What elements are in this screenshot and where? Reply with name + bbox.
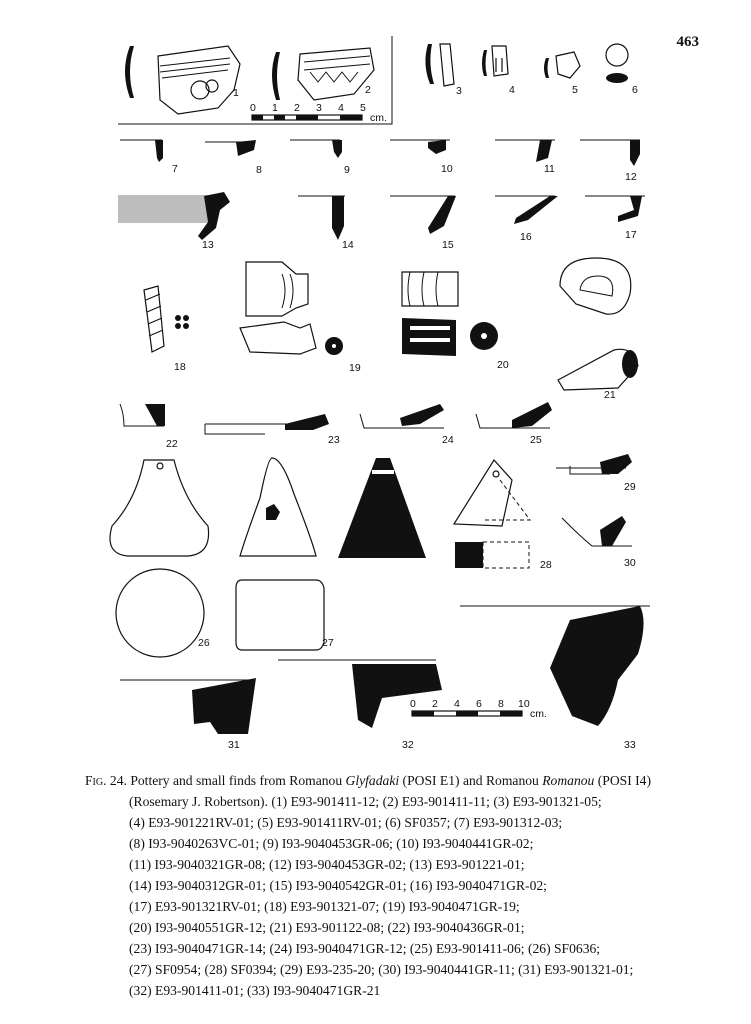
svg-text:4: 4 xyxy=(338,102,344,114)
svg-text:3: 3 xyxy=(316,102,322,114)
site-name-1: Glyfadaki xyxy=(345,773,400,788)
find-1-drawing xyxy=(125,46,240,114)
label-20: 20 xyxy=(497,359,509,371)
label-22: 22 xyxy=(166,438,178,450)
page-number: 463 xyxy=(676,34,699,50)
scale-bar-large xyxy=(412,711,522,716)
label-4: 4 xyxy=(509,84,515,96)
caption-line: (32) E93-901411-01; (33) I93-9040471GR-21 xyxy=(129,983,381,998)
label-17: 17 xyxy=(625,229,637,241)
label-15: 15 xyxy=(442,239,454,251)
label-27: 27 xyxy=(322,637,334,649)
label-14: 14 xyxy=(342,239,354,251)
label-31: 31 xyxy=(228,739,240,751)
label-12: 12 xyxy=(625,171,637,183)
rim-profiles-7-12 xyxy=(120,140,640,166)
caption-line: (23) I93-9040471GR-14; (24) I93-9040471GR-12; (25) E93-901411-06; (26) SF0636; xyxy=(129,941,601,956)
svg-text:6: 6 xyxy=(476,698,482,710)
label-26: 26 xyxy=(198,637,210,649)
svg-text:1: 1 xyxy=(272,102,278,114)
label-23: 23 xyxy=(328,434,340,446)
label-7: 7 xyxy=(172,163,178,175)
caption-line: (20) I93-9040551GR-12; (21) E93-901122-08; (22) I93-9040436GR-01; xyxy=(129,920,525,935)
label-1: 1 xyxy=(233,87,239,99)
caption-line: (14) I93-9040312GR-01; (15) I93-9040542GR-01; (16) I93-9040471GR-02; xyxy=(129,878,547,893)
label-5: 5 xyxy=(572,84,578,96)
svg-text:8: 8 xyxy=(498,698,504,710)
label-10: 10 xyxy=(441,163,453,175)
label-16: 16 xyxy=(520,231,532,243)
svg-text:0: 0 xyxy=(250,102,256,114)
label-30: 30 xyxy=(624,557,636,569)
scale-large-labels xyxy=(410,698,547,720)
svg-text:0: 0 xyxy=(410,698,416,710)
caption-line: (Rosemary J. Robertson). (1) E93-901411-12; (2) E93-901411-11; (3) E93-901321-05; xyxy=(129,794,602,809)
svg-text:2: 2 xyxy=(294,102,300,114)
svg-text:5: 5 xyxy=(360,102,366,114)
svg-text:10: 10 xyxy=(518,698,530,710)
figure-number: Fig. 24. xyxy=(85,773,127,788)
label-8: 8 xyxy=(256,164,262,176)
caption-line: (8) I93-9040263VC-01; (9) I93-9040453GR-06; (10) I93-9040441GR-02; xyxy=(129,836,534,851)
label-2: 2 xyxy=(365,84,371,96)
label-29: 29 xyxy=(624,481,636,493)
caption-line: (4) E93-901221RV-01; (5) E93-901411RV-01; (6) SF0357; (7) E93-901312-03; xyxy=(129,815,563,830)
svg-text:4: 4 xyxy=(454,698,460,710)
label-32: 32 xyxy=(402,739,414,751)
svg-text:2: 2 xyxy=(432,698,438,710)
caption-line: (27) SF0954; (28) SF0394; (29) E93-235-20; (30) I93-9040441GR-11; (31) E93-901321-01; xyxy=(129,962,634,977)
caption-line: (11) I93-9040321GR-08; (12) I93-9040453GR-02; (13) E93-901221-01; xyxy=(129,857,525,872)
label-3: 3 xyxy=(456,85,462,97)
svg-text:cm.: cm. xyxy=(370,112,387,124)
label-6: 6 xyxy=(632,84,638,96)
label-19: 19 xyxy=(349,362,361,374)
label-21: 21 xyxy=(604,389,616,401)
label-33: 33 xyxy=(624,739,636,751)
label-11: 11 xyxy=(544,163,555,175)
label-9: 9 xyxy=(344,164,350,176)
caption-title-line: Fig. 24. Pottery and small finds from Romanou Glyfadaki (POSI E1) and Romanou Romanou (POSI I4) xyxy=(85,773,651,788)
find-2-drawing xyxy=(272,48,374,100)
scale-small-labels xyxy=(250,102,387,124)
label-18: 18 xyxy=(174,361,186,373)
svg-text:cm.: cm. xyxy=(530,708,547,720)
label-24: 24 xyxy=(442,434,454,446)
scale-bar-small xyxy=(252,115,362,120)
label-28: 28 xyxy=(540,559,552,571)
caption-line: (17) E93-901321RV-01; (18) E93-901321-07; (19) I93-9040471GR-19; xyxy=(129,899,520,914)
label-25: 25 xyxy=(530,434,542,446)
label-13: 13 xyxy=(202,239,214,251)
site-name-2: Romanou xyxy=(542,773,595,788)
figure-caption xyxy=(85,770,695,1001)
